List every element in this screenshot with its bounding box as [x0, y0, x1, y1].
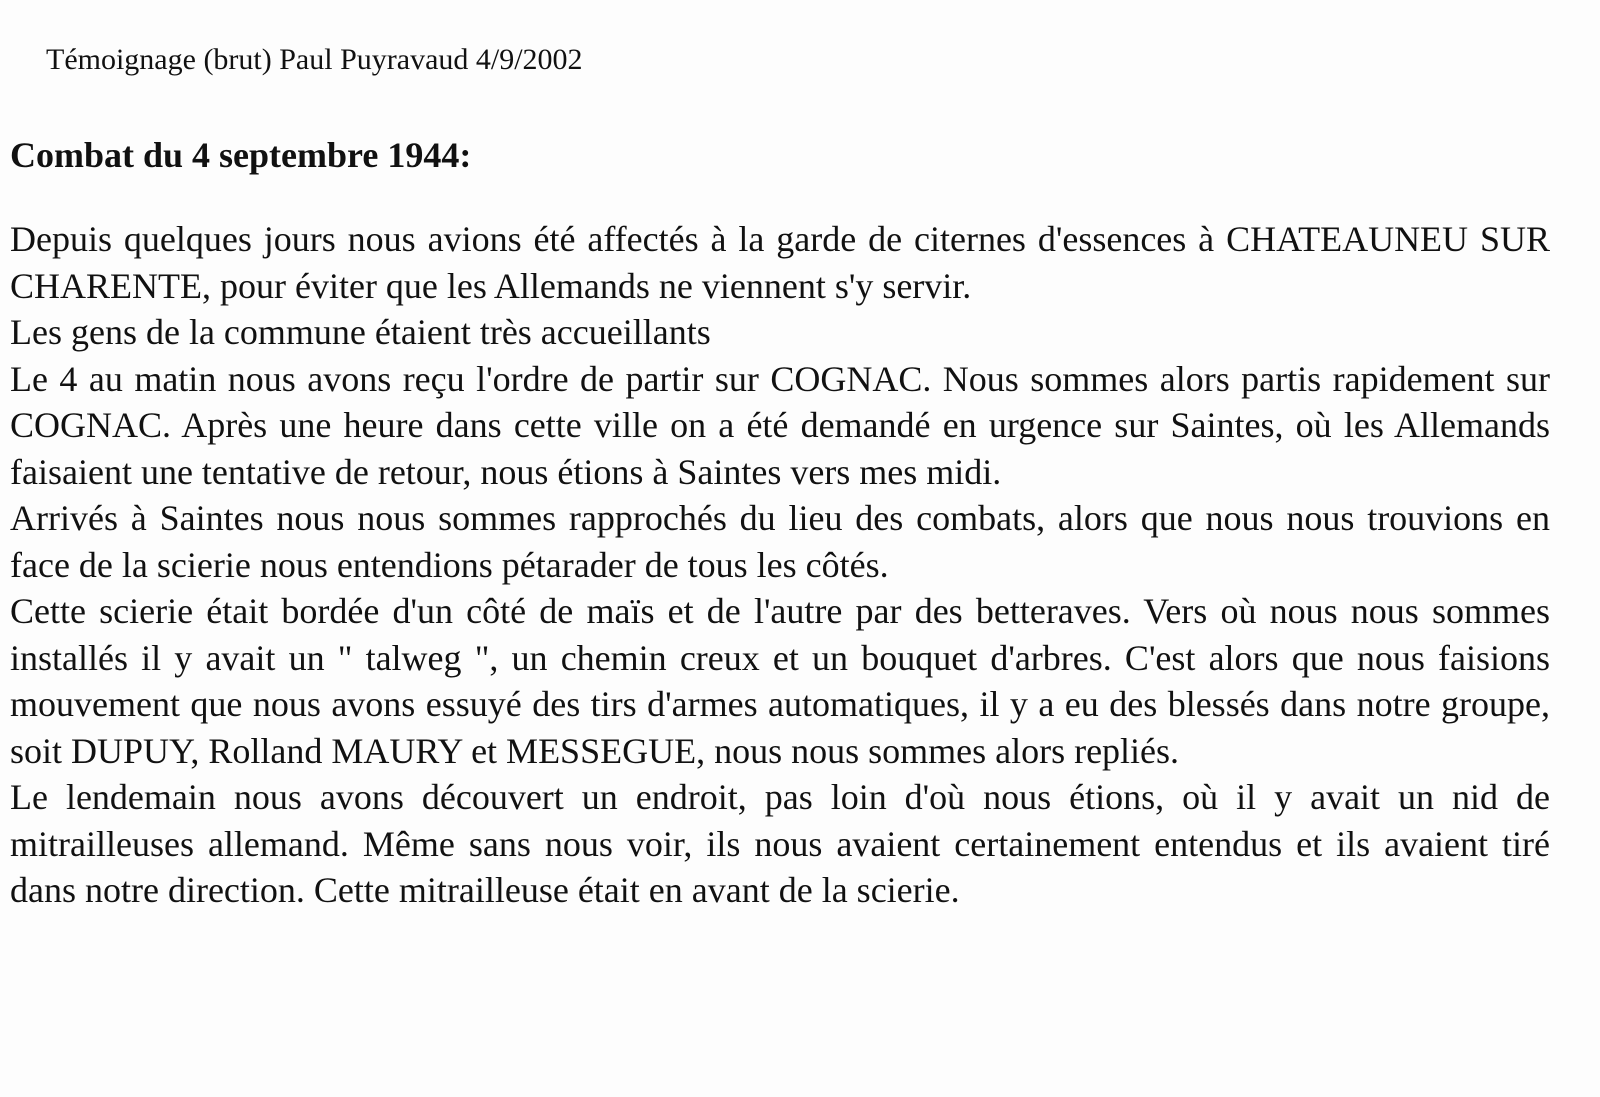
paragraph-6: Le lendemain nous avons découvert un endroit, pas loin d'où nous étions, où il y avait un nid de mitrailleuses allemand. Même sans nous voir, ils nous avaient certainement entendus et ils avaient tiré dans notre direction. Cette mitrailleuse était en avant de la scierie.	[10, 777, 1550, 910]
paragraph-1: Depuis quelques jours nous avions été affectés à la garde de citernes d'essences à CHATEAUNEU SUR CHARENTE, pour éviter que les Allemands ne viennent s'y servir.	[10, 219, 1550, 306]
document-title: Combat du 4 septembre 1944:	[10, 135, 472, 175]
testimony-body	[10, 216, 1550, 914]
paragraph-3: Le 4 au matin nous avons reçu l'ordre de partir sur COGNAC. Nous sommes alors partis rapidement sur COGNAC. Après une heure dans cette ville on a été demandé en urgence sur Saintes, où les Allemands faisaient une tentative de retour, nous étions à Saintes vers mes midi.	[10, 358, 1550, 492]
document-header: Témoignage (brut) Paul Puyravaud 4/9/2002	[46, 43, 583, 76]
paragraph-2: Les gens de la commune étaient très accueillants	[10, 312, 711, 352]
paragraph-4: Arrivés à Saintes nous nous sommes rapprochés du lieu des combats, alors que nous nous trouvions en face de la scierie nous entendions pétarader de tous les côtés.	[10, 498, 1550, 585]
paragraph-5: Cette scierie était bordée d'un côté de maïs et de l'autre par des betteraves. Vers où nous nous sommes installés il y avait un " talweg ", un chemin creux et un bouquet d'arbres. C'est alors que nous faisions mouvement que nous avons essuyé des tirs d'armes automatiques, il y a eu des blessés dans notre groupe, soit DUPUY, Rolland MAURY et MESSEGUE, nous nous sommes alors repliés.	[10, 591, 1550, 771]
